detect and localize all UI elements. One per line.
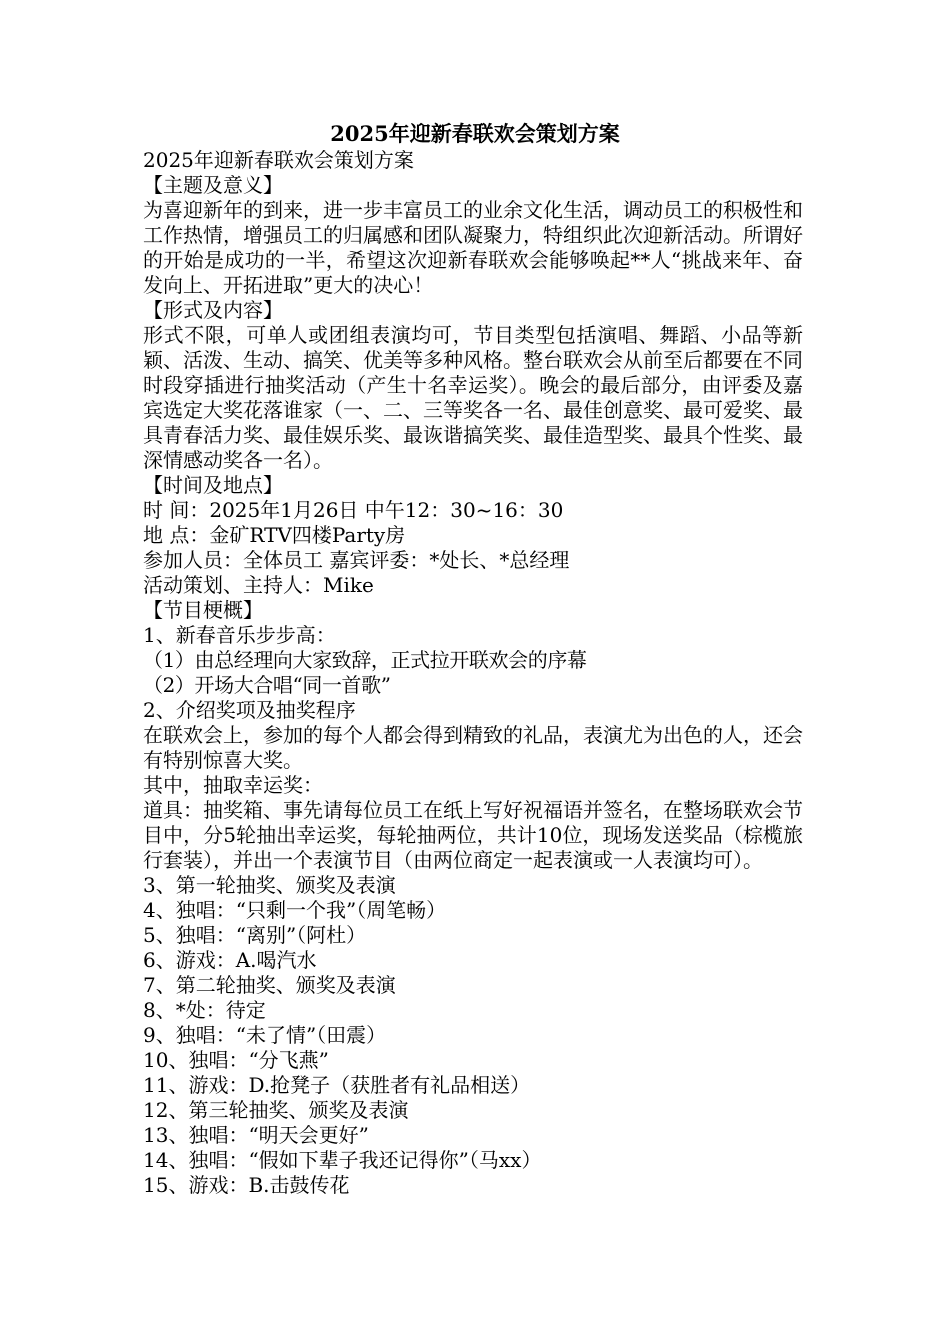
section-heading-theme: 【主题及意义】 xyxy=(143,173,283,197)
form-paragraph: 形式不限，可单人或团组表演均可，节目类型包括演唱、舞蹈、小品等新颖、活泼、生动、搞笑、优美等多种风格。整台联欢会从前至后都要在不同时段穿插进行抽奖活动（产生十名幸运奖）。晚会的最后部分，由评委及嘉宾选定大奖花落谁家（一、二、三等奖各一名、最佳创意奖、最可爱奖、最具青春活力奖、最佳娱乐奖、最诙谐搞笑奖、最佳造型奖、最具个性奖、最深情感动奖各一名）。 xyxy=(143,323,803,472)
program-item-15: 15、游戏：B.击鼓传花 xyxy=(143,1173,350,1197)
program-item-7: 7、第二轮抽奖、颁奖及表演 xyxy=(143,973,396,997)
program-item-6: 6、游戏：A.喝汽水 xyxy=(143,948,317,972)
lucky-draw-intro: 其中，抽取幸运奖： xyxy=(143,773,323,797)
program-item-3: 3、第一轮抽奖、颁奖及表演 xyxy=(143,873,396,897)
section-heading-time: 【时间及地点】 xyxy=(143,473,283,497)
program-item-11: 11、游戏：D.抢凳子（获胜者有礼品相送） xyxy=(143,1073,531,1097)
program-item-13: 13、独唱：“明天会更好” xyxy=(143,1123,369,1147)
document-subtitle: 2025年迎新春联欢会策划方案 xyxy=(143,148,414,172)
program-item-14: 14、独唱：“假如下辈子我还记得你”（马xx） xyxy=(143,1148,542,1172)
program-item-2: 2、介绍奖项及抽奖程序 xyxy=(143,698,356,722)
program-item-10: 10、独唱：“分飞燕” xyxy=(143,1048,329,1072)
program-item-12: 12、第三轮抽奖、颁奖及表演 xyxy=(143,1098,409,1122)
props-paragraph: 道具：抽奖箱、事先请每位员工在纸上写好祝福语并签名，在整场联欢会节目中，分5轮抽出幸运奖，每轮抽两位，共计10位，现场发送奖品（棕榄旅行套装），并出一个表演节目（由两位商定一起表演或一人表演均可）。 xyxy=(143,798,803,872)
program-item-1: 1、新春音乐步步高： xyxy=(143,623,336,647)
program-item-8: 8、*处：待定 xyxy=(143,998,266,1022)
host-line: 活动策划、主持人：Mike xyxy=(143,573,374,597)
program-item-5: 5、独唱：“离别”（阿杜） xyxy=(143,923,367,947)
program-item-4: 4、独唱：“只剩一个我”（周笔畅） xyxy=(143,898,447,922)
time-line: 时 间：2025年1月26日 中午12：30~16：30 xyxy=(143,498,564,522)
place-line: 地 点：金矿RTV四楼Party房 xyxy=(143,523,406,547)
theme-paragraph: 为喜迎新年的到来，进一步丰富员工的业余文化生活，调动员工的积极性和工作热情，增强员工的归属感和团队凝聚力，特组织此次迎新活动。所谓好的开始是成功的一半，希望这次迎新春联欢会能够唤起**人“挑战来年、奋发向上、开拓进取”更大的决心！ xyxy=(143,198,803,297)
program-item-1-sub-2: （2）开场大合唱“同一首歌” xyxy=(143,673,391,697)
program-item-2-paragraph: 在联欢会上，参加的每个人都会得到精致的礼品，表演尤为出色的人，还会有特别惊喜大奖。 xyxy=(143,723,803,772)
section-heading-program: 【节目梗概】 xyxy=(143,598,263,622)
section-heading-form: 【形式及内容】 xyxy=(143,298,283,322)
program-item-9: 9、独唱：“未了情”（田震） xyxy=(143,1023,387,1047)
program-item-1-sub-1: （1）由总经理向大家致辞，正式拉开联欢会的序幕 xyxy=(143,648,587,672)
participants-line: 参加人员：全体员工 嘉宾评委：*处长、*总经理 xyxy=(143,548,570,572)
document-body xyxy=(143,148,803,1198)
document-title: 2025年迎新春联欢会策划方案 xyxy=(330,121,620,146)
